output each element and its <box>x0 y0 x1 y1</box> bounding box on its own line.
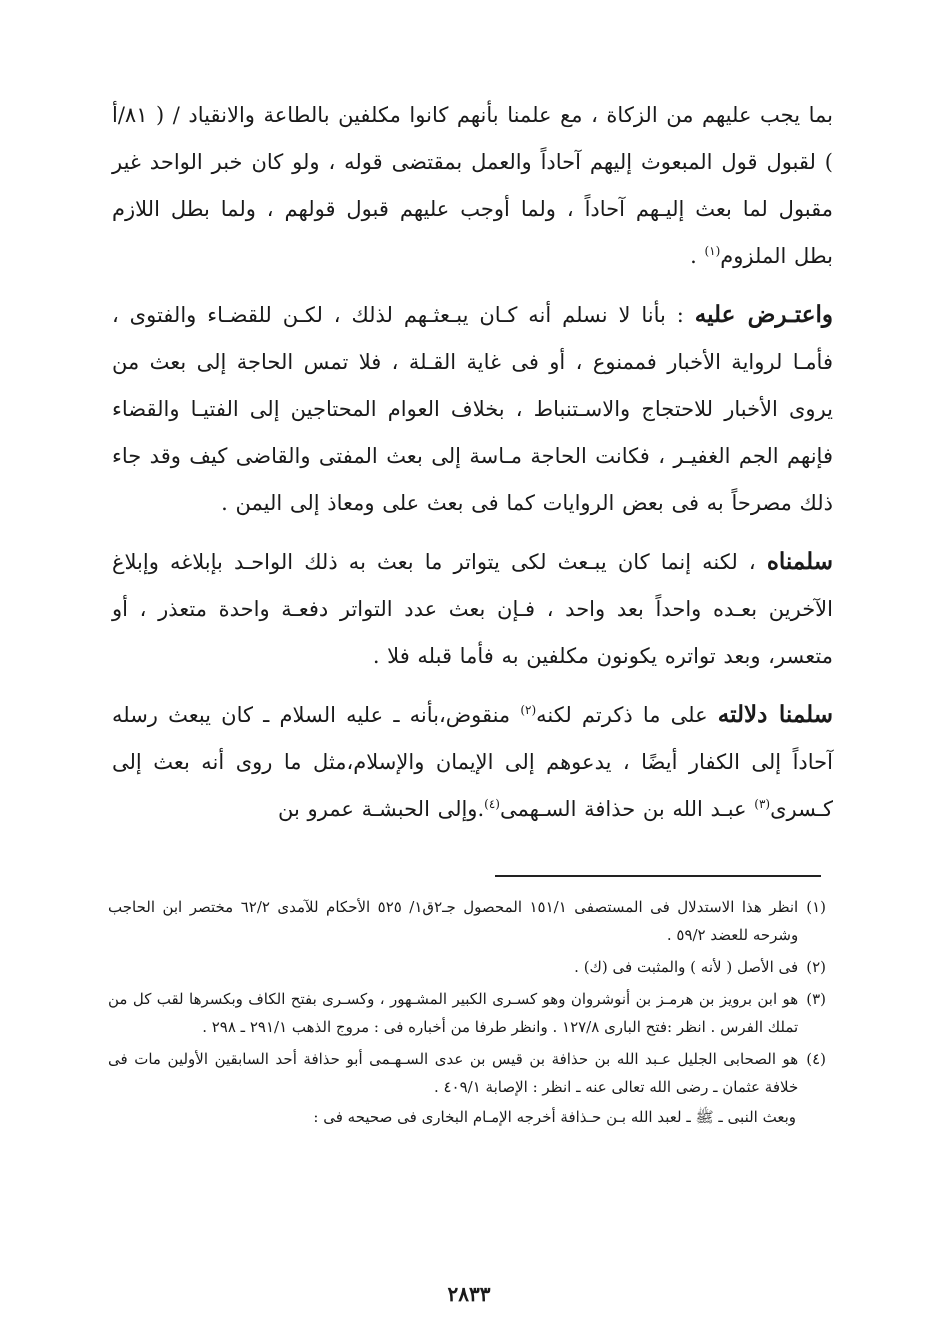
paragraph-text: عبـد الله بن حذافة السـهمى <box>499 797 755 821</box>
footnote-number: (١) <box>806 898 826 916</box>
paragraph-tail: . <box>690 244 705 268</box>
footnote-ref: (٣) <box>754 797 771 811</box>
paragraph-text: منقوض،بأنه ـ عليه السلام ـ كان يبعث رسله آحاداً إلى الكفار أيضًا ، يدعوهم إلى الإيمان والإسلام،مثل ما روى أنه بعث إلى كـسرى <box>112 703 833 821</box>
footnotes <box>108 893 826 1131</box>
footnote-ref: (١) <box>704 244 721 258</box>
footnote-number: (٣) <box>806 990 826 1008</box>
footnote-continuation: وبعث النبى ـ ﷺ ـ لعبد الله بـن حـذافة أخرجه الإمـام البخارى فى صحيحه فى : <box>313 1108 796 1126</box>
paragraph <box>112 92 833 280</box>
footnote <box>108 1045 826 1101</box>
paragraph-text: ، لكنه إنما كان يبـعث لكى يتواتر ما بعث به ذلك الواحـد بإبلاغه وإبلاغ الآخرين بعـده واحداً بعد واحد ، فـإن بعث عدد التواتر دفعـة واحدة متعذر ، أو متعسر، وبعد تواتره يكونون مكلفين به فأما قبله فلا . <box>112 550 833 668</box>
footnote-ref: (٢) <box>520 703 537 717</box>
page-number: ٢٨٣٣ <box>447 1282 491 1306</box>
footnote <box>108 893 826 949</box>
footnote <box>108 953 826 981</box>
paragraph-lead: سلمنا دلالته <box>717 701 833 728</box>
paragraph-text: على ما ذكرتم لكنه <box>536 703 718 727</box>
main-text <box>112 92 833 833</box>
paragraph <box>112 291 833 527</box>
footnote-separator <box>495 875 821 877</box>
footnote-text: انظر هذا الاستدلال فى المستصفى ١٥١/١ المحصول جـ٢ق١/ ٥٢٥ الأحكام للآمدى ٦٢/٢ مختصر ابن الحاجب وشرحه للعضد ٥٩/٢ . <box>108 898 799 944</box>
paragraph-lead: سلمناه <box>766 548 833 575</box>
footnote-text: هو ابن برويز بن هرمـز بن أنوشروان وهو كسـرى الكبير المشـهور ، وكسـرى بفتح الكاف وبكسرها لقب كل من تملك الفرس . انظر :فتح البارى ١٢٧/٨ . وانظر طرفا من أخباره فى : مروج الذهب ٢٩١/١ ـ ٢٩٨ . <box>108 990 799 1036</box>
footnote-ref: (٤) <box>484 797 500 811</box>
paragraph <box>112 538 833 680</box>
footnote-number: (٤) <box>806 1050 826 1068</box>
paragraph-lead: واعتـرض عليه <box>694 301 834 328</box>
paragraph-text: : بأنا لا نسلم أنه كـان يبـعثـهم لذلك ، لكـن للقضـاء والفتوى ، فأمـا لرواية الأخبار فممنوع ، أو فى غاية القـلة ، فلا تمس الحاجة إلى بعث من يروى الأخبار للاحتجاج والاسـتنباط ، بخلاف العوام المحتاجين إلى الفتيـا والقضاء فإنهم الجم الغفيـر ، فكانت الحاجة مـاسة إلى بعث المفتى والقاضى كيف وقد جاء ذلك مصرحاً به فى بعض الروايات كما فى بعث على ومعاذ إلى اليمن . <box>112 303 833 515</box>
footnote-text: هو الصحابى الجليل عـبد الله بن حذافة بن قيس بن عدى السـهـمى أبو حذافة أحد السابقين الأولين مات فى خلافة عثمان ـ رضى الله تعالى عنه ـ انظر : الإصابة ٤٠٩/١ . <box>108 1050 799 1096</box>
paragraph <box>112 691 833 833</box>
footnote-number: (٢) <box>806 958 826 976</box>
footnote <box>108 985 826 1041</box>
paragraph-text: بما يجب عليهم من الزكاة ، مع علمنا بأنهم كانوا مكلفين بالطاعة والانقياد / ( ٨١/أ ) لقبول قول المبعوث إليهم آحاداً والعمل بمقتضى قوله ، ولو كان خبر الواحد غير مقبول لما بعث إليـهم آحاداً ، ولما أوجب عليهم قبول قولهم ، ولما بطل اللازم بطل الملزوم <box>112 103 833 268</box>
footnote-text: فى الأصل ( لأنه ) والمثبت فى (ك) . <box>574 958 799 976</box>
paragraph-text: .وإلى الحبشـة عمرو بن <box>278 797 485 821</box>
